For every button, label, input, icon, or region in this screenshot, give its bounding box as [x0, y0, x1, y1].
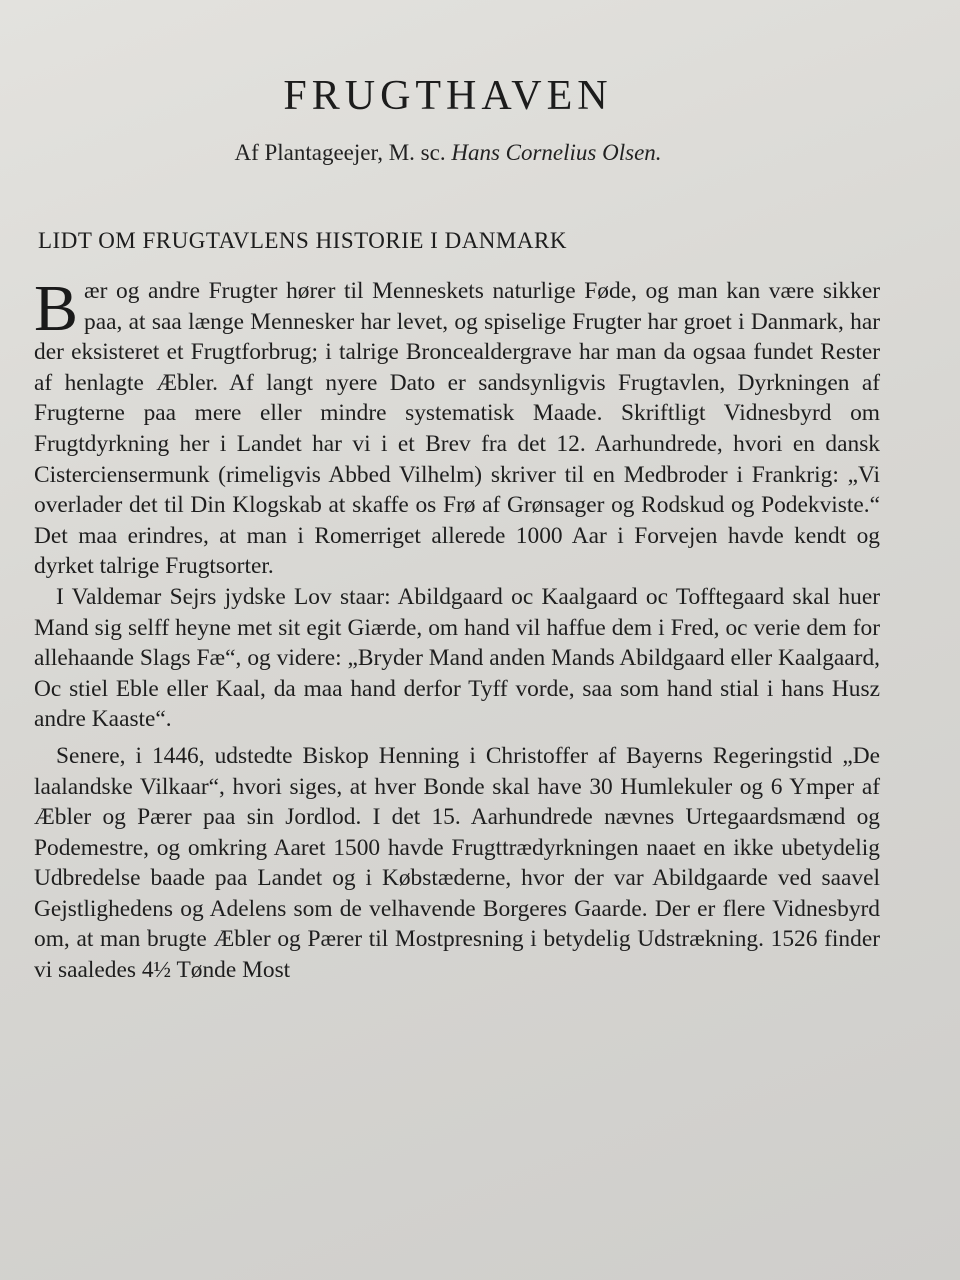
section-heading: LIDT OM FRUGTAVLENS HISTORIE I DANMARK — [38, 228, 567, 253]
byline-author: Hans Cornelius Olsen. — [451, 140, 662, 165]
byline — [0, 140, 896, 166]
byline-prefix: Af Plantageejer, M. sc. — [234, 140, 446, 165]
paragraph-2: I Valdemar Sejrs jydske Lov staar: Abildgaard oc Kaalgaard oc Tofftegaard skal huer Mand sig selff heyne met sit egit Giærde, om hand vil haffue dem i Fred, oc verie dem for allehaande Slags Fæ“, og videre: „Bryder Mand anden Mands Abildgaard eller Kaalgaard, Oc stiel Eble eller Kaal, da maa hand derfor Tyff vorde, saa som hand stial i hans Husz andre Kaaste“. — [34, 583, 880, 733]
page-title: FRUGTHAVEN — [283, 73, 613, 119]
paragraph-3: Senere, i 1446, udstedte Biskop Henning i Christoffer af Bayerns Regeringstid „De laalandske Vilkaar“, hvori siges, at hver Bonde skal have 30 Humlekuler og 6 Ymper af Æbler og Pærer paa sin Jordlod. I det 15. Aarhundrede nævnes Urtegaardsmænd og Podemestre, og omkring Aaret 1500 havde Frugttrædyrkningen naaet en ikke ubetydelig Udbredelse baade paa Landet og i Købstæderne, hvor der var Abildgaarde ved saavel Gejstlighedens og Adelens som de velhavende Borgeres Gaarde. Der er flere Vidnesbyrd om, at man brugte Æbler og Pærer til Mostpresning i betydelig Udstrækning. 1526 finder vi saaledes 4½ Tønde Most — [34, 742, 880, 984]
paragraph-1-text: ær og andre Frugter hører til Menneskets naturlige Føde, og man kan være sikker paa, at saa længe Mennesker har levet, og spiselige Frugter har groet i Danmark, har der eksisteret et Frugtforbrug; i talrige Broncealdergrave har man da ogsaa fundet Rester af henlagte Æbler. Af langt nyere Dato er sandsynligvis Frugtavlen, Dyrkningen af Frugterne paa mere eller mindre systematisk Maade. Skriftligt Vidnesbyrd om Frugtdyrkning her i Landet har vi i et Brev fra det 12. Aarhundrede, hvori en dansk Cisterciensermunk (rimeligvis Abbed Vilhelm) skriver til en Medbroder i Frankrig: „Vi overlader det til Din Klogskab at skaffe os Frø af Grønsager og Rodskud og Podekviste.“ Det maa erindres, at man i Romerriget allerede 1000 Aar i Forvejen havde kendt og dyrket talrige Frugtsorter. — [34, 278, 880, 580]
paragraph-1 — [34, 272, 880, 582]
article-body — [34, 272, 880, 986]
drop-cap: B — [34, 272, 79, 345]
